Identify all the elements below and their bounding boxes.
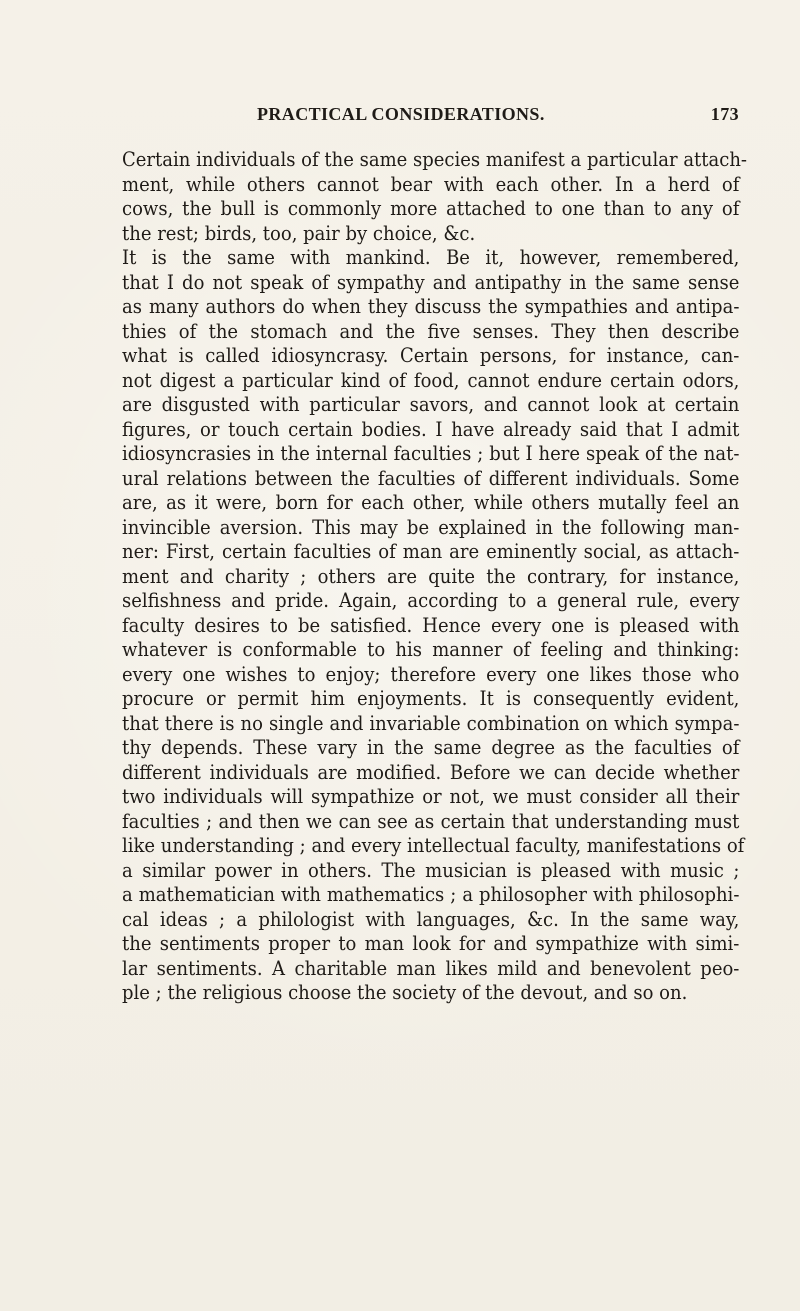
running-title: PRACTICAL CONSIDERATIONS. bbox=[257, 104, 545, 124]
text-line: thy depends. These vary in the same degree as the faculties of bbox=[122, 735, 740, 759]
text-line: every one wishes to enjoy; therefore every one likes those who bbox=[122, 661, 740, 686]
text-line: Certain individuals of the same species manifest a particular attach- bbox=[122, 147, 748, 171]
text-line: that I do not speak of sympathy and antipathy in the same sense bbox=[122, 269, 740, 294]
page-number: 173 bbox=[710, 104, 739, 124]
text-line: idiosyncrasies in the internal faculties ; but I here speak of the nat- bbox=[122, 441, 740, 465]
text-line: like understanding ; and every intellectual faculty, manifestations of bbox=[122, 833, 745, 857]
text-line: thies of the stomach and the five senses. They then describe bbox=[122, 318, 740, 343]
text-line: ment, while others cannot bear with each other. In a herd of bbox=[122, 171, 740, 196]
text-line: are, as it were, born for each other, while others mutally feel an bbox=[122, 490, 740, 514]
text-line: cows, the bull is commonly more attached to one than to any of bbox=[122, 196, 740, 220]
text-line: ural relations between the faculties of different individuals. Some bbox=[122, 465, 740, 490]
text-line: figures, or touch certain bodies. I have already said that I admit bbox=[122, 416, 740, 441]
text-line: the rest; birds, too, pair by choice, &c. bbox=[122, 220, 476, 245]
text-line: selfishness and pride. Again, according to a general rule, every bbox=[122, 588, 740, 612]
text-line: a mathematician with mathematics ; a philosopher with philosophi- bbox=[122, 882, 740, 906]
running-header bbox=[257, 104, 739, 130]
text-line: invincible aversion. This may be explained in the following man- bbox=[122, 514, 740, 539]
text-line: two individuals will sympathize or not, we must consider all their bbox=[122, 784, 740, 808]
text-line: procure or permit him enjoyments. It is consequently evident, bbox=[122, 686, 740, 710]
text-line: ment and charity ; others are quite the contrary, for instance, bbox=[122, 563, 740, 588]
text-line: that there is no single and invariable combination on which sympa- bbox=[122, 710, 740, 735]
text-line: faculties ; and then we can see as certain that understanding must bbox=[122, 808, 740, 833]
text-line: a similar power in others. The musician is pleased with music ; bbox=[122, 857, 740, 882]
text-line: the sentiments proper to man look for and sympathize with simi- bbox=[122, 931, 740, 955]
text-line: It is the same with mankind. Be it, however, remembered, bbox=[122, 245, 740, 269]
text-line: whatever is conformable to his manner of feeling and thinking: bbox=[122, 637, 740, 661]
body-text bbox=[122, 147, 748, 1005]
text-line: lar sentiments. A charitable man likes mild and benevolent peo- bbox=[122, 955, 740, 980]
text-line: faculty desires to be satisfied. Hence every one is pleased with bbox=[122, 612, 740, 637]
text-line: different individuals are modified. Before we can decide whether bbox=[122, 759, 740, 784]
text-line: cal ideas ; a philologist with languages, &c. In the same way, bbox=[122, 906, 740, 931]
text-line: ple ; the religious choose the society of the devout, and so on. bbox=[122, 980, 688, 1004]
text-line: as many authors do when they discuss the sympathies and antipa- bbox=[122, 294, 740, 318]
text-line: not digest a particular kind of food, cannot endure certain odors, bbox=[122, 367, 740, 392]
text-line: are disgusted with particular savors, and cannot look at certain bbox=[122, 392, 740, 416]
text-line: ner: First, certain faculties of man are eminently social, as attach- bbox=[122, 539, 740, 563]
text-line: what is called idiosyncrasy. Certain persons, for instance, can- bbox=[122, 343, 740, 367]
